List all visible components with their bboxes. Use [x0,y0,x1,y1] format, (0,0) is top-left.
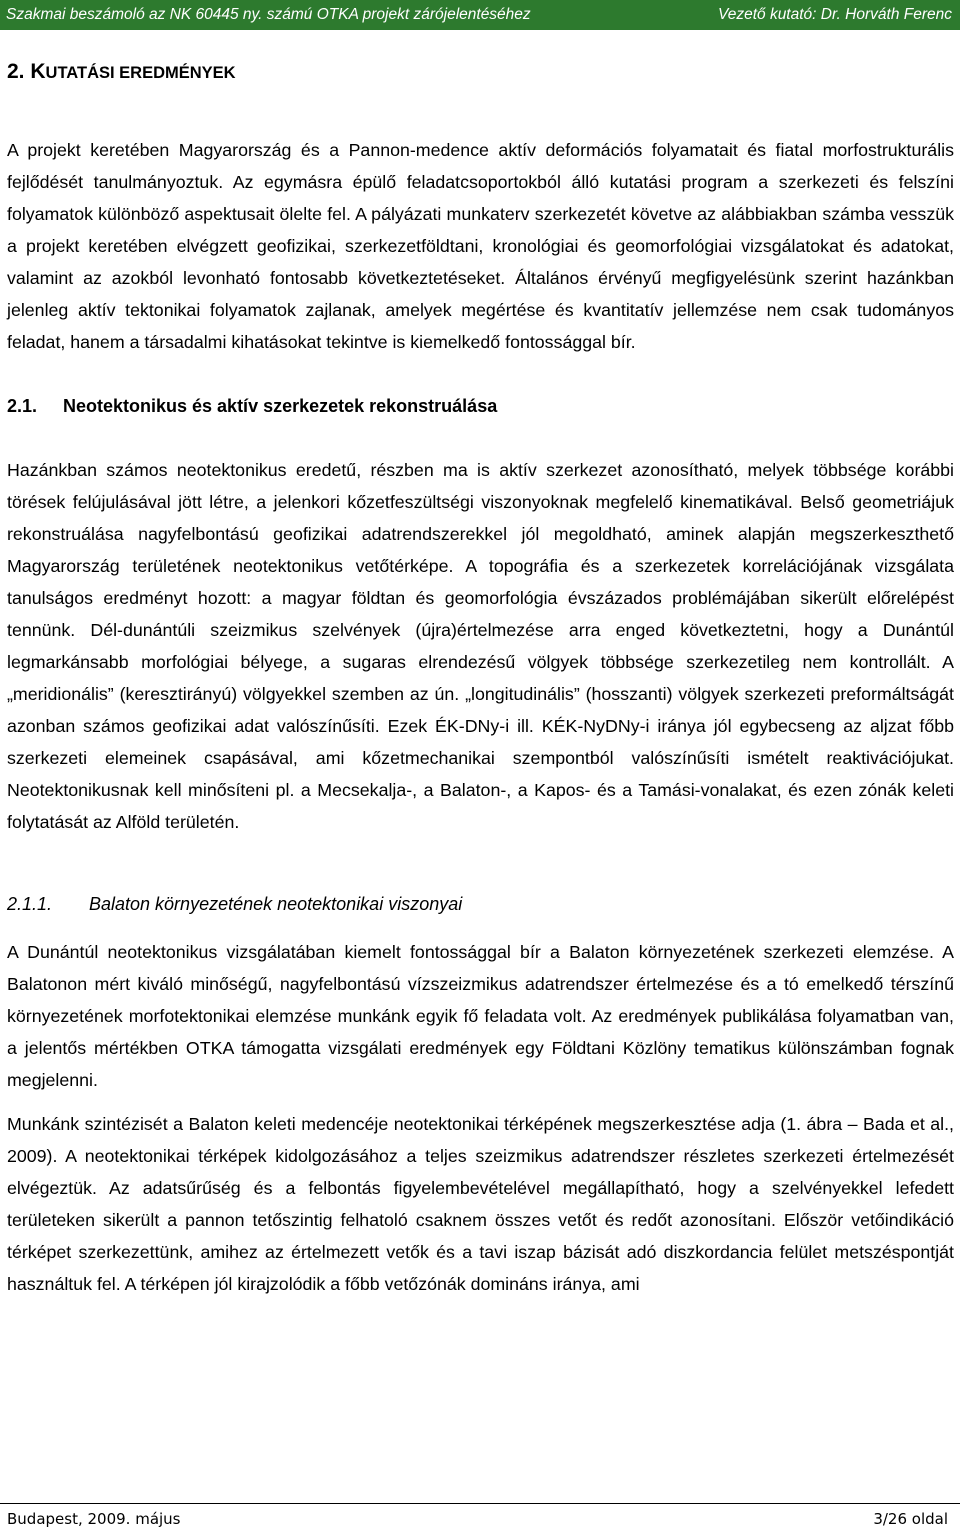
subsubsection-heading [7,888,954,920]
page-footer [0,1503,960,1532]
page-header [0,0,960,30]
section-title-initial: K [30,60,46,83]
footer-page-number: 3/26 oldal [873,1510,948,1528]
footer-date: Budapest, 2009. május [7,1510,181,1528]
header-report-title: Szakmai beszámoló az NK 60445 ny. számú OTKA projekt zárójelentéséhez [6,6,531,23]
section-heading [7,52,954,92]
subsubsection-title: Balaton környezetének neotektonikai viszonyai [89,894,463,914]
page-content [7,52,954,1300]
subsubsection-paragraph-1: A Dunántúl neotektonikus vizsgálatában kiemelt fontossággal bír a Balaton környezetének szerkezeti elemzése. A Balatonon mért kiváló minőségű, nagyfelbontású vízszeizmikus adatrendszer értelmezése és a tó emelkedő térszínű környezetének morfotektonikai elemzése munkánk egyik fő feladata volt. Az eredmények publikálása folyamatban van, a jelentős mértékben OTKA támogatta vizsgálati eredmények egy Földtani Közlöny tematikus különszámban fognak megjelenni. [7,942,954,1090]
subsection-heading [7,390,954,422]
section-title-rest: UTATÁSI EREDMÉNYEK [45,64,236,82]
header-lead-researcher: Vezető kutató: Dr. Horváth Ferenc [717,6,952,23]
section-number: 2. [7,60,25,83]
subsection-paragraph: Hazánkban számos neotektonikus eredetű, részben ma is aktív szerkezet azonosítható, melyek többsége korábbi törések felújulásával jött létre, a jelenkori kőzetfeszültségi viszonyoknak megfelelő kinematikával. Belső geometriájuk rekonstruálása nagyfelbontású geofizikai adatrendszerekkel jól megoldható, aminek alapján megszerkeszthető Magyarország területének neotektonikus vetőtérképe. A topográfia és a szerkezetek korrelációjának vizsgálata tanulságos eredményt hozott: a magyar földtan és geomorfológia évszázados problémájában sikerült előrelépést tennünk. Dél-dunántúli szeizmikus szelvények (újra)értelmezése arra enged következtetni, hogy a Dunántúl legmarkánsabb morfológiai bélyege, a sugaras elrendezésű völgyek többsége szerkezetileg nem kontrollált. A „meridionális” (keresztirányú) völgyekkel szemben az ún. „longitudinális” (hosszanti) völgyek szerkezeti preformáltságát azonban számos geofizikai adat valószínűsíti. Ezek ÉK-DNy-i ill. KÉK-NyDNy-i iránya jól egybecseng az aljzat főbb szerkezeti elemeinek csapásával, ami kőzetmechanikai szempontból valószínűsíti ismételt reaktivációjukat. Neotektonikusnak kell minősíteni pl. a Mecsekalja-, a Balaton-, a Kapos- és a Tamási-vonalakat, és ezen zónák keleti folytatását az Alföld területén. [7,460,954,832]
subsection-number: 2.1. [7,396,38,416]
section-intro-paragraph: A projekt keretében Magyarország és a Pannon-medence aktív deformációs folyamatait és fiatal morfostrukturális fejlődését tanulmányoztuk. Az egymásra épülő feladatcsoportokból álló kutatási program a szerkezeti és felszíni folyamatok különböző aspektusait ölelte fel. A pályázati munkaterv szerkezetét követve az alábbiakban számba vesszük a projekt keretében elvégzett geofizikai, szerkezetföldtani, kronológiai és geomorfológiai vizsgálatokat és adatokat, valamint az azokból levonható fontosabb következtetéseket. Általános érvényű megfigyelésünk szerint hazánkban jelenleg aktív tektonikai folyamatok zajlanak, amelyek megértése és kvantitatív jellemzése nem csak tudományos feladat, hanem a társadalmi kihatásokat tekintve is kiemelkedő fontossággal bír. [7,140,954,352]
subsubsection-paragraph-2: Munkánk szintézisét a Balaton keleti medencéje neotektonikai térképének megszerkesztése adja (1. ábra – Bada et al., 2009). A neotektonikai térképek kidolgozásához a teljes szeizmikus adatrendszer részletes szerkezeti értelmezését elvégeztük. Az adatsűrűség és a felbontás figyelembevételével megállapítható, hogy a szelvényekkel lefedett területeken sikerült a pannon tetőszintig felhatoló csaknem összes vetőt és redőt azonosítani. Először vetőindikáció térképet szerkezettünk, amihez az értelmezett vetők és a tavi iszap bázisát adó diszkordancia felület metszéspontját használtuk fel. A térképen jól kirajzolódik a főbb vetőzónák domináns iránya, ami [7,1114,954,1294]
subsubsection-number: 2.1.1. [7,894,53,914]
subsection-title: Neotektonikus és aktív szerkezetek rekonstruálása [63,396,498,416]
